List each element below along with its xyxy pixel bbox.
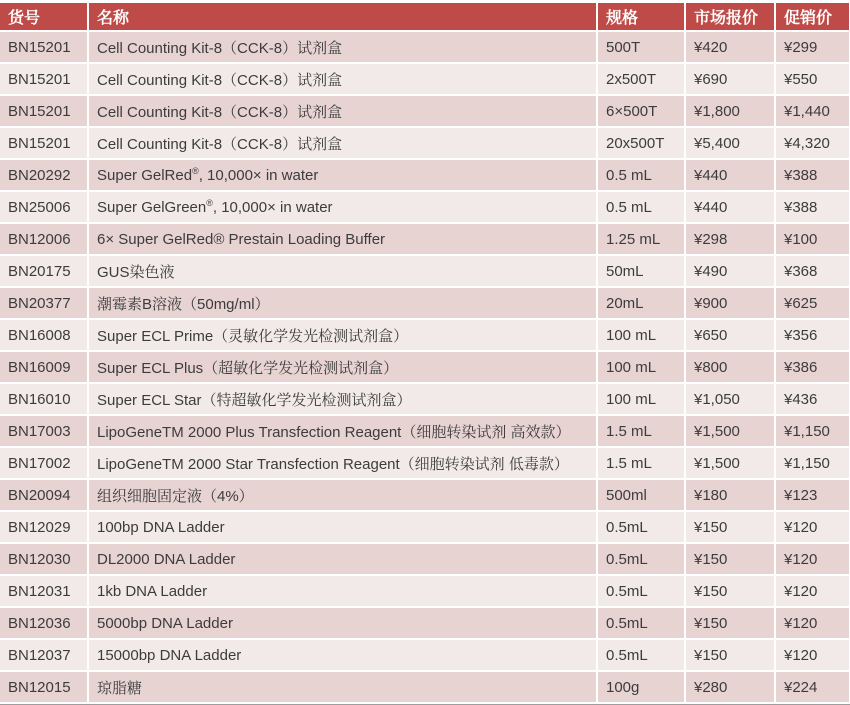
cell-market-price: ¥440 [685,159,775,191]
table-row [0,95,850,127]
cell-promo-price: ¥388 [775,191,850,223]
cell-code: BN20175 [0,255,88,287]
cell-market-price: ¥690 [685,63,775,95]
table-row [0,127,850,159]
cell-market-price: ¥1,500 [685,415,775,447]
cell-name: Cell Counting Kit-8（CCK-8）试剂盒 [88,63,597,95]
cell-code: BN12006 [0,223,88,255]
cell-name: Cell Counting Kit-8（CCK-8）试剂盒 [88,95,597,127]
cell-spec: 50mL [597,255,685,287]
cell-market-price: ¥1,500 [685,447,775,479]
table-row [0,543,850,575]
cell-name: Cell Counting Kit-8（CCK-8）试剂盒 [88,31,597,63]
cell-promo-price: ¥123 [775,479,850,511]
cell-market-price: ¥150 [685,607,775,639]
cell-promo-price: ¥388 [775,159,850,191]
cell-market-price: ¥280 [685,671,775,703]
table-row [0,511,850,543]
cell-name: 15000bp DNA Ladder [88,639,597,671]
cell-code: BN12015 [0,671,88,703]
cell-code: BN17002 [0,447,88,479]
cell-market-price: ¥1,800 [685,95,775,127]
cell-name: 琼脂糖 [88,671,597,703]
cell-name: 100bp DNA Ladder [88,511,597,543]
cell-spec: 20mL [597,287,685,319]
cell-promo-price: ¥625 [775,287,850,319]
cell-code: BN17003 [0,415,88,447]
cell-promo-price: ¥120 [775,639,850,671]
cell-promo-price: ¥368 [775,255,850,287]
cell-promo-price: ¥1,150 [775,447,850,479]
table-row [0,479,850,511]
cell-market-price: ¥150 [685,575,775,607]
cell-name: 潮霉素B溶液（50mg/ml） [88,287,597,319]
cell-spec: 0.5mL [597,607,685,639]
table-row [0,255,850,287]
cell-code: BN12029 [0,511,88,543]
cell-promo-price: ¥100 [775,223,850,255]
cell-name: LipoGeneTM 2000 Star Transfection Reagent（细胞转染试剂 低毒款） [88,447,597,479]
cell-name: 组织细胞固定液（4%） [88,479,597,511]
cell-name: Super ECL Prime（灵敏化学发光检测试剂盒） [88,319,597,351]
cell-name: Super ECL Star（特超敏化学发光检测试剂盒） [88,383,597,415]
cell-promo-price: ¥120 [775,607,850,639]
cell-spec: 100 mL [597,383,685,415]
cell-code: BN16010 [0,383,88,415]
cell-market-price: ¥150 [685,511,775,543]
cell-spec: 500ml [597,479,685,511]
cell-spec: 0.5 mL [597,159,685,191]
cell-spec: 6×500T [597,95,685,127]
cell-spec: 1.25 mL [597,223,685,255]
cell-spec: 20x500T [597,127,685,159]
cell-spec: 0.5mL [597,575,685,607]
cell-name: Cell Counting Kit-8（CCK-8）试剂盒 [88,127,597,159]
price-table [0,3,850,704]
cell-code: BN12030 [0,543,88,575]
cell-market-price: ¥800 [685,351,775,383]
cell-promo-price: ¥224 [775,671,850,703]
header-row [0,3,850,31]
table-row [0,671,850,703]
cell-spec: 100g [597,671,685,703]
cell-code: BN12031 [0,575,88,607]
cell-market-price: ¥180 [685,479,775,511]
cell-name: GUS染色液 [88,255,597,287]
cell-market-price: ¥650 [685,319,775,351]
col-header-name: 名称 [88,3,597,31]
col-header-spec: 规格 [597,3,685,31]
cell-market-price: ¥900 [685,287,775,319]
table-row [0,351,850,383]
table-row [0,639,850,671]
cell-market-price: ¥298 [685,223,775,255]
cell-name: LipoGeneTM 2000 Plus Transfection Reagent（细胞转染试剂 高效款） [88,415,597,447]
cell-code: BN15201 [0,95,88,127]
cell-spec: 0.5mL [597,639,685,671]
cell-promo-price: ¥1,440 [775,95,850,127]
cell-promo-price: ¥299 [775,31,850,63]
table-row [0,447,850,479]
cell-code: BN15201 [0,31,88,63]
cell-market-price: ¥440 [685,191,775,223]
cell-promo-price: ¥436 [775,383,850,415]
cell-market-price: ¥150 [685,543,775,575]
cell-code: BN12036 [0,607,88,639]
cell-spec: 0.5mL [597,543,685,575]
cell-market-price: ¥420 [685,31,775,63]
cell-code: BN20094 [0,479,88,511]
cell-promo-price: ¥120 [775,511,850,543]
cell-promo-price: ¥4,320 [775,127,850,159]
cell-spec: 2x500T [597,63,685,95]
cell-market-price: ¥5,400 [685,127,775,159]
cell-name: DL2000 DNA Ladder [88,543,597,575]
col-header-code: 货号 [0,3,88,31]
cell-promo-price: ¥356 [775,319,850,351]
cell-name: 6× Super GelRed® Prestain Loading Buffer [88,223,597,255]
cell-promo-price: ¥1,150 [775,415,850,447]
table-row [0,191,850,223]
table-row [0,223,850,255]
table-row [0,415,850,447]
cell-code: BN12037 [0,639,88,671]
cell-spec: 0.5 mL [597,191,685,223]
table-row [0,575,850,607]
cell-spec: 1.5 mL [597,447,685,479]
cell-name: 5000bp DNA Ladder [88,607,597,639]
col-header-market-price: 市场报价 [685,3,775,31]
cell-name: Super GelRed®, 10,000× in water [88,159,597,191]
cell-spec: 500T [597,31,685,63]
cell-market-price: ¥150 [685,639,775,671]
cell-promo-price: ¥386 [775,351,850,383]
cell-market-price: ¥1,050 [685,383,775,415]
price-table-body [0,31,850,703]
cell-code: BN15201 [0,127,88,159]
col-header-promo-price: 促销价 [775,3,850,31]
cell-spec: 100 mL [597,319,685,351]
table-row [0,287,850,319]
cell-code: BN25006 [0,191,88,223]
table-row [0,63,850,95]
cell-spec: 1.5 mL [597,415,685,447]
cell-market-price: ¥490 [685,255,775,287]
table-row [0,159,850,191]
cell-code: BN16009 [0,351,88,383]
cell-promo-price: ¥550 [775,63,850,95]
cell-promo-price: ¥120 [775,575,850,607]
table-row [0,607,850,639]
cell-code: BN15201 [0,63,88,95]
cell-spec: 0.5mL [597,511,685,543]
cell-code: BN16008 [0,319,88,351]
cell-name: Super ECL Plus（超敏化学发光检测试剂盒） [88,351,597,383]
cell-name: 1kb DNA Ladder [88,575,597,607]
cell-code: BN20377 [0,287,88,319]
cell-spec: 100 mL [597,351,685,383]
cell-name: Super GelGreen®, 10,000× in water [88,191,597,223]
table-row [0,319,850,351]
cell-code: BN20292 [0,159,88,191]
cell-promo-price: ¥120 [775,543,850,575]
table-row [0,383,850,415]
table-row [0,31,850,63]
